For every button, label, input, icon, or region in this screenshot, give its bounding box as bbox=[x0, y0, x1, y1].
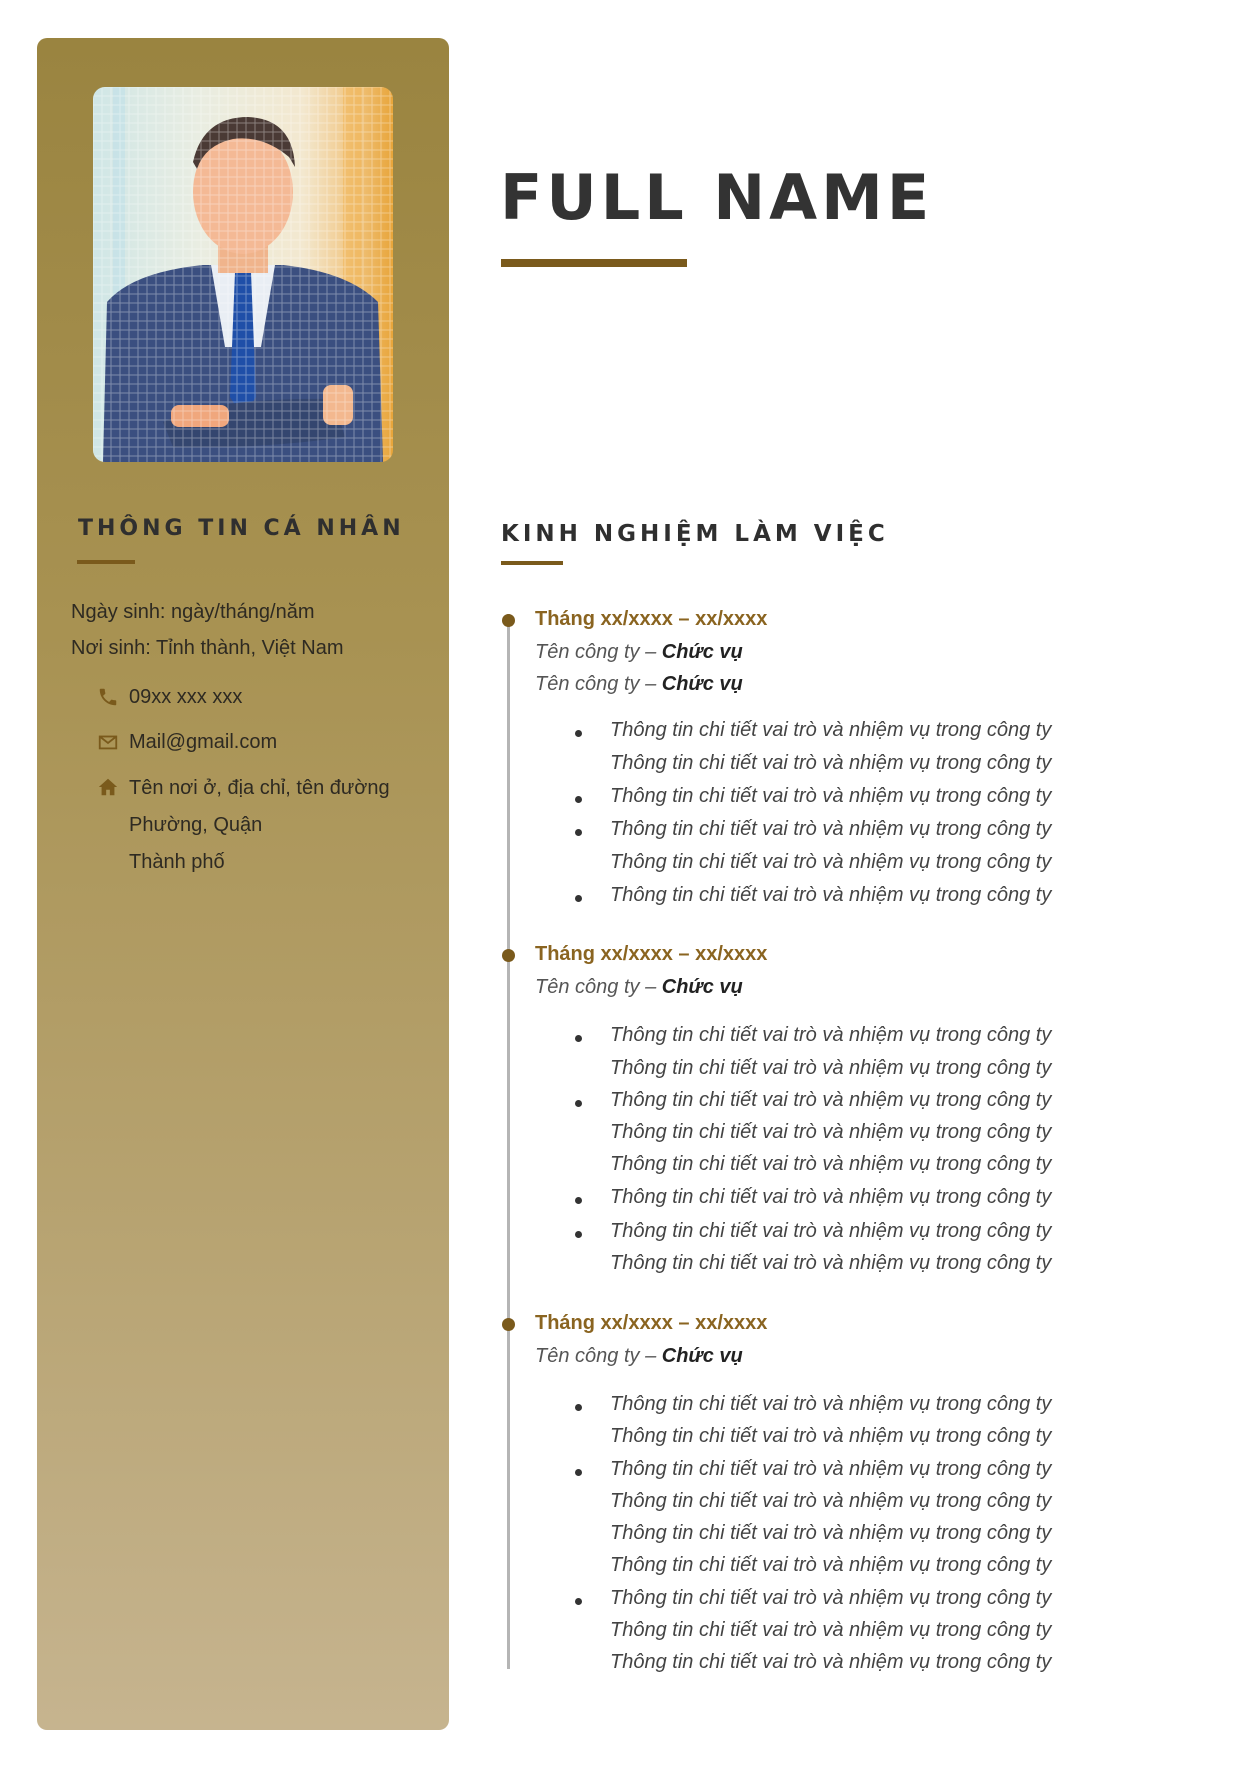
company-line: Tên công ty – Chức vụ bbox=[535, 641, 743, 663]
job-period: Tháng xx/xxxx – xx/xxxx bbox=[535, 608, 768, 630]
job-detail: Thông tin chi tiết vai trò và nhiệm vụ trong công ty bbox=[610, 1121, 1052, 1143]
timeline-line bbox=[507, 614, 510, 1669]
job-detail: Thông tin chi tiết vai trò và nhiệm vụ trong công ty bbox=[610, 1220, 1052, 1242]
job-detail: Thông tin chi tiết vai trò và nhiệm vụ trong công ty bbox=[610, 1153, 1052, 1175]
job-detail: Thông tin chi tiết vai trò và nhiệm vụ trong công ty bbox=[610, 1252, 1052, 1274]
bullet bbox=[575, 1231, 582, 1238]
company-line: Tên công ty – Chức vụ bbox=[535, 976, 743, 998]
timeline-dot bbox=[502, 614, 515, 627]
job-detail: Thông tin chi tiết vai trò và nhiệm vụ trong công ty bbox=[610, 1522, 1052, 1544]
email-text: Mail@gmail.com bbox=[129, 731, 278, 753]
birth-place: Nơi sinh: Tỉnh thành, Việt Nam bbox=[71, 637, 344, 659]
home-icon bbox=[97, 776, 119, 798]
bullet bbox=[575, 895, 582, 902]
job-detail: Thông tin chi tiết vai trò và nhiệm vụ trong công ty bbox=[610, 1651, 1052, 1673]
personal-info-heading: THÔNG TIN CÁ NHÂN bbox=[78, 516, 405, 541]
address-line-1: Tên nơi ở, địa chỉ, tên đường bbox=[129, 777, 390, 799]
job-detail: Thông tin chi tiết vai trò và nhiệm vụ trong công ty bbox=[610, 1425, 1052, 1447]
job-detail: Thông tin chi tiết vai trò và nhiệm vụ trong công ty bbox=[610, 1490, 1052, 1512]
job-detail: Thông tin chi tiết vai trò và nhiệm vụ trong công ty bbox=[610, 1554, 1052, 1576]
job-detail: Thông tin chi tiết vai trò và nhiệm vụ trong công ty bbox=[610, 1619, 1052, 1641]
job-detail: Thông tin chi tiết vai trò và nhiệm vụ trong công ty bbox=[610, 818, 1052, 840]
bullet bbox=[575, 829, 582, 836]
sidebar bbox=[37, 38, 449, 1730]
bullet bbox=[575, 730, 582, 737]
job-detail: Thông tin chi tiết vai trò và nhiệm vụ trong công ty bbox=[610, 752, 1052, 774]
job-period: Tháng xx/xxxx – xx/xxxx bbox=[535, 1312, 768, 1334]
bullet bbox=[575, 1035, 582, 1042]
job-detail: Thông tin chi tiết vai trò và nhiệm vụ trong công ty bbox=[610, 1458, 1052, 1480]
birth-date: Ngày sinh: ngày/tháng/năm bbox=[71, 601, 315, 623]
job-period: Tháng xx/xxxx – xx/xxxx bbox=[535, 943, 768, 965]
job-detail: Thông tin chi tiết vai trò và nhiệm vụ trong công ty bbox=[610, 1057, 1052, 1079]
bullet bbox=[575, 796, 582, 803]
job-detail: Thông tin chi tiết vai trò và nhiệm vụ trong công ty bbox=[610, 851, 1052, 873]
job-detail: Thông tin chi tiết vai trò và nhiệm vụ trong công ty bbox=[610, 785, 1052, 807]
bullet bbox=[575, 1469, 582, 1476]
envelope-icon bbox=[97, 731, 119, 753]
timeline-dot bbox=[502, 949, 515, 962]
job-detail: Thông tin chi tiết vai trò và nhiệm vụ trong công ty bbox=[610, 719, 1052, 741]
phone-icon bbox=[97, 686, 119, 708]
bullet bbox=[575, 1197, 582, 1204]
timeline-dot bbox=[502, 1318, 515, 1331]
company-line: Tên công ty – Chức vụ bbox=[535, 673, 743, 695]
bullet bbox=[575, 1404, 582, 1411]
job-detail: Thông tin chi tiết vai trò và nhiệm vụ trong công ty bbox=[610, 884, 1052, 906]
bullet bbox=[575, 1100, 582, 1107]
company-line: Tên công ty – Chức vụ bbox=[535, 1345, 743, 1367]
name-underline bbox=[501, 259, 687, 267]
bullet bbox=[575, 1598, 582, 1605]
full-name: FULL NAME bbox=[500, 161, 934, 234]
experience-heading: KINH NGHIỆM LÀM VIỆC bbox=[501, 521, 889, 547]
job-detail: Thông tin chi tiết vai trò và nhiệm vụ trong công ty bbox=[610, 1393, 1052, 1415]
job-detail: Thông tin chi tiết vai trò và nhiệm vụ trong công ty bbox=[610, 1089, 1052, 1111]
phone-text: 09xx xxx xxx bbox=[129, 686, 243, 708]
address-line-3: Thành phố bbox=[129, 851, 225, 873]
personal-info-underline bbox=[77, 560, 135, 564]
job-detail: Thông tin chi tiết vai trò và nhiệm vụ trong công ty bbox=[610, 1186, 1052, 1208]
job-detail: Thông tin chi tiết vai trò và nhiệm vụ trong công ty bbox=[610, 1587, 1052, 1609]
profile-photo bbox=[93, 87, 393, 462]
address-line-2: Phường, Quận bbox=[129, 814, 263, 836]
job-detail: Thông tin chi tiết vai trò và nhiệm vụ trong công ty bbox=[610, 1024, 1052, 1046]
experience-underline bbox=[501, 561, 563, 565]
